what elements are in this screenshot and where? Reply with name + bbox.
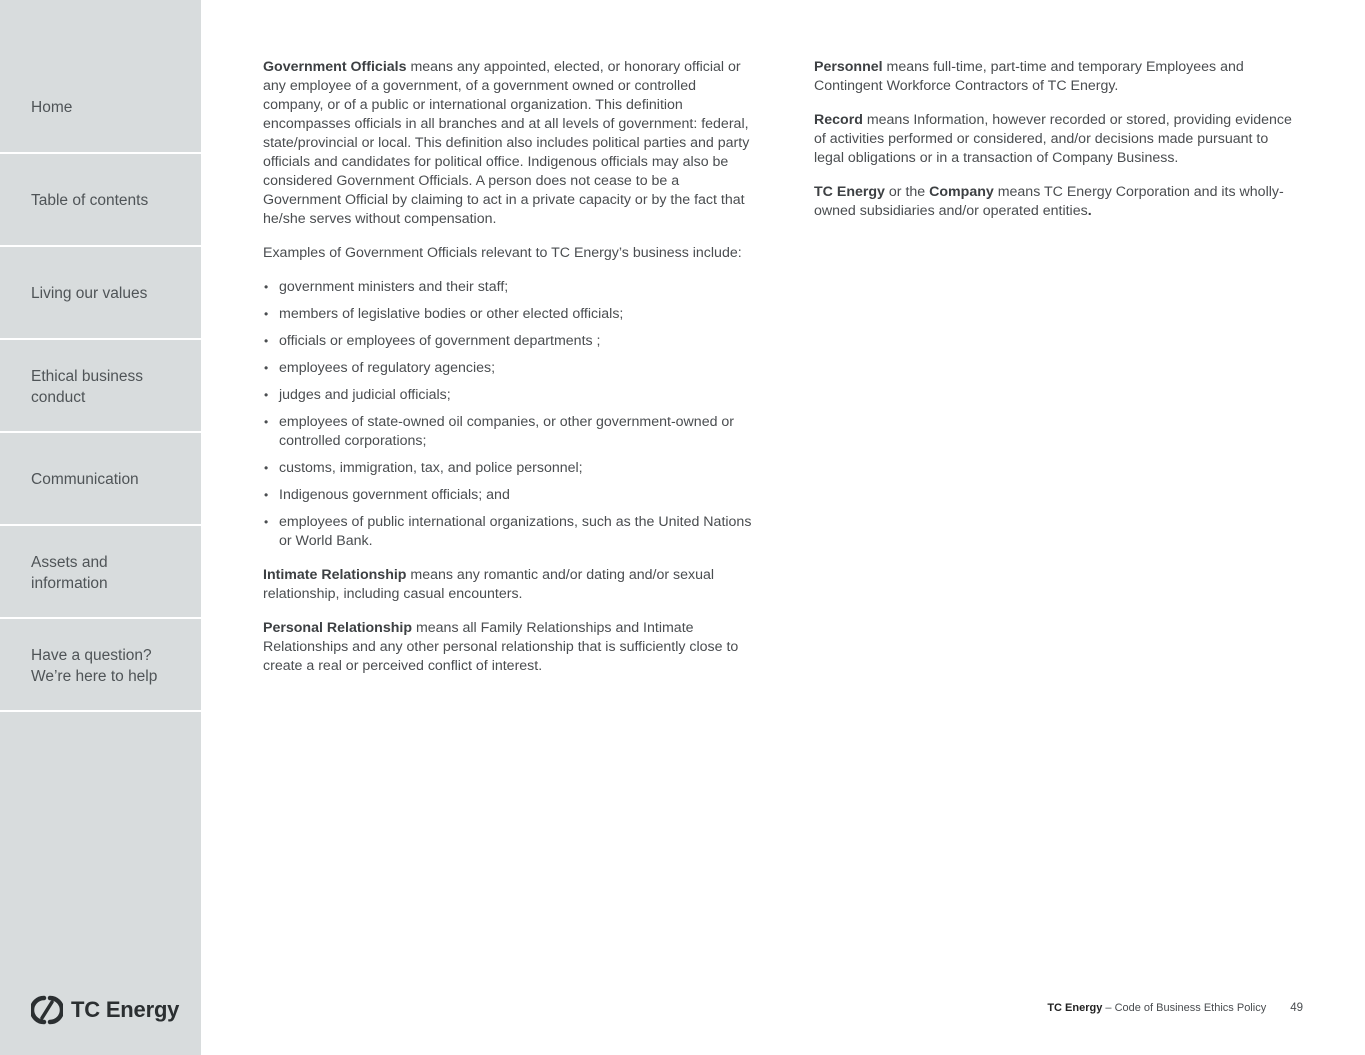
sidebar-item-label: Living our values xyxy=(31,285,148,302)
sidebar-item-label: Communication xyxy=(31,471,139,488)
definition-personnel xyxy=(814,58,1302,96)
list-item: • customs, immigration, tax, and police personnel; xyxy=(263,459,755,478)
left-column xyxy=(263,58,755,691)
sidebar-item-have-a-question[interactable] xyxy=(0,621,201,712)
sidebar-nav xyxy=(0,0,201,1055)
term: Personnel xyxy=(814,59,883,75)
sidebar-item-label: Assets and information xyxy=(31,553,108,592)
list-item: • employees of regulatory agencies; xyxy=(263,359,755,378)
definition-tc-energy xyxy=(814,183,1302,221)
tc-energy-logo[interactable] xyxy=(31,990,179,1030)
sidebar-item-ethical-business-conduct[interactable] xyxy=(0,342,201,433)
page-footer xyxy=(1047,1002,1303,1014)
term: Record xyxy=(814,112,863,128)
sidebar-item-label: Table of contents xyxy=(31,192,149,209)
logo-text: TC Energy xyxy=(71,997,180,1022)
sidebar-item-home[interactable] xyxy=(0,63,201,154)
list-item: • government ministers and their staff; xyxy=(263,278,755,297)
sidebar-item-label: Home xyxy=(31,99,73,116)
definition-text: means full-time, part-time and temporary Employees and Contingent Workforce Contractors of TC Energy. xyxy=(814,59,1244,94)
definition-record xyxy=(814,111,1302,168)
term: Intimate Relationship xyxy=(263,567,407,583)
examples-list xyxy=(263,278,755,551)
sidebar-item-living-our-values[interactable] xyxy=(0,249,201,340)
list-item: • Indigenous government officials; and xyxy=(263,486,755,505)
definition-text: means any appointed, elected, or honorary official or any employee of a government, of a government owned or controlled company, or of a public or international organization. This definition encompasses officials in all branches and at all levels of government: federal, state/provincial or local. This definition also includes political parties and party officials and candidates for political office. Indigenous officials may also be considered Government Officials. A person does not cease to be a Government Official by claiming to act in a private capacity or by the fact that he/she serves without compensation. xyxy=(263,59,750,227)
sidebar-item-assets-and-information[interactable] xyxy=(0,528,201,619)
period: . xyxy=(1087,203,1092,219)
definition-government-officials xyxy=(263,58,755,229)
list-item: • employees of public international organizations, such as the United Nations or World Bank. xyxy=(263,513,755,551)
term: TC Energy xyxy=(814,184,885,200)
definition-text: means Information, however recorded or stored, providing evidence of activities performed or considered, and/or decisions made pursuant to legal obligations or in a transaction of Company Business. xyxy=(814,112,1292,166)
list-item: • members of legislative bodies or other elected officials; xyxy=(263,305,755,324)
term: Government Officials xyxy=(263,59,407,75)
sidebar-item-communication[interactable] xyxy=(0,435,201,526)
sidebar-item-label: Ethical business conduct xyxy=(31,367,144,406)
footer-brand: TC Energy xyxy=(1047,1002,1103,1014)
right-column xyxy=(814,58,1302,236)
footer-title: – Code of Business Ethics Policy xyxy=(1102,1002,1267,1014)
list-item: • officials or employees of government departments ; xyxy=(263,332,755,351)
tc-energy-mark-icon xyxy=(31,994,63,1026)
term: Personal Relationship xyxy=(263,620,413,636)
sidebar-item-table-of-contents[interactable] xyxy=(0,156,201,247)
connector-text: or the xyxy=(884,184,930,200)
list-item: • judges and judicial officials; xyxy=(263,386,755,405)
page-number: 49 xyxy=(1290,1002,1303,1014)
definition-intimate-relationship xyxy=(263,566,755,604)
examples-intro: Examples of Government Officials relevant to TC Energy’s business include: xyxy=(263,245,742,261)
list-item: • employees of state-owned oil companies, or other government-owned or controlled corporations; xyxy=(263,413,755,451)
definition-text: means all Family Relationships and Intimate Relationships and any other personal relationship that is sufficiently close to create a real or perceived conflict of interest. xyxy=(263,620,739,674)
definition-personal-relationship xyxy=(263,619,755,676)
definition-text: means any romantic and/or dating and/or sexual relationship, including casual encounters. xyxy=(263,567,715,602)
sidebar-item-label: Have a question? We’re here to help xyxy=(31,646,158,685)
term-secondary: Company xyxy=(929,184,994,200)
definition-text: means TC Energy Corporation and its wholly-owned subsidiaries and/or operated entities xyxy=(814,184,1284,219)
